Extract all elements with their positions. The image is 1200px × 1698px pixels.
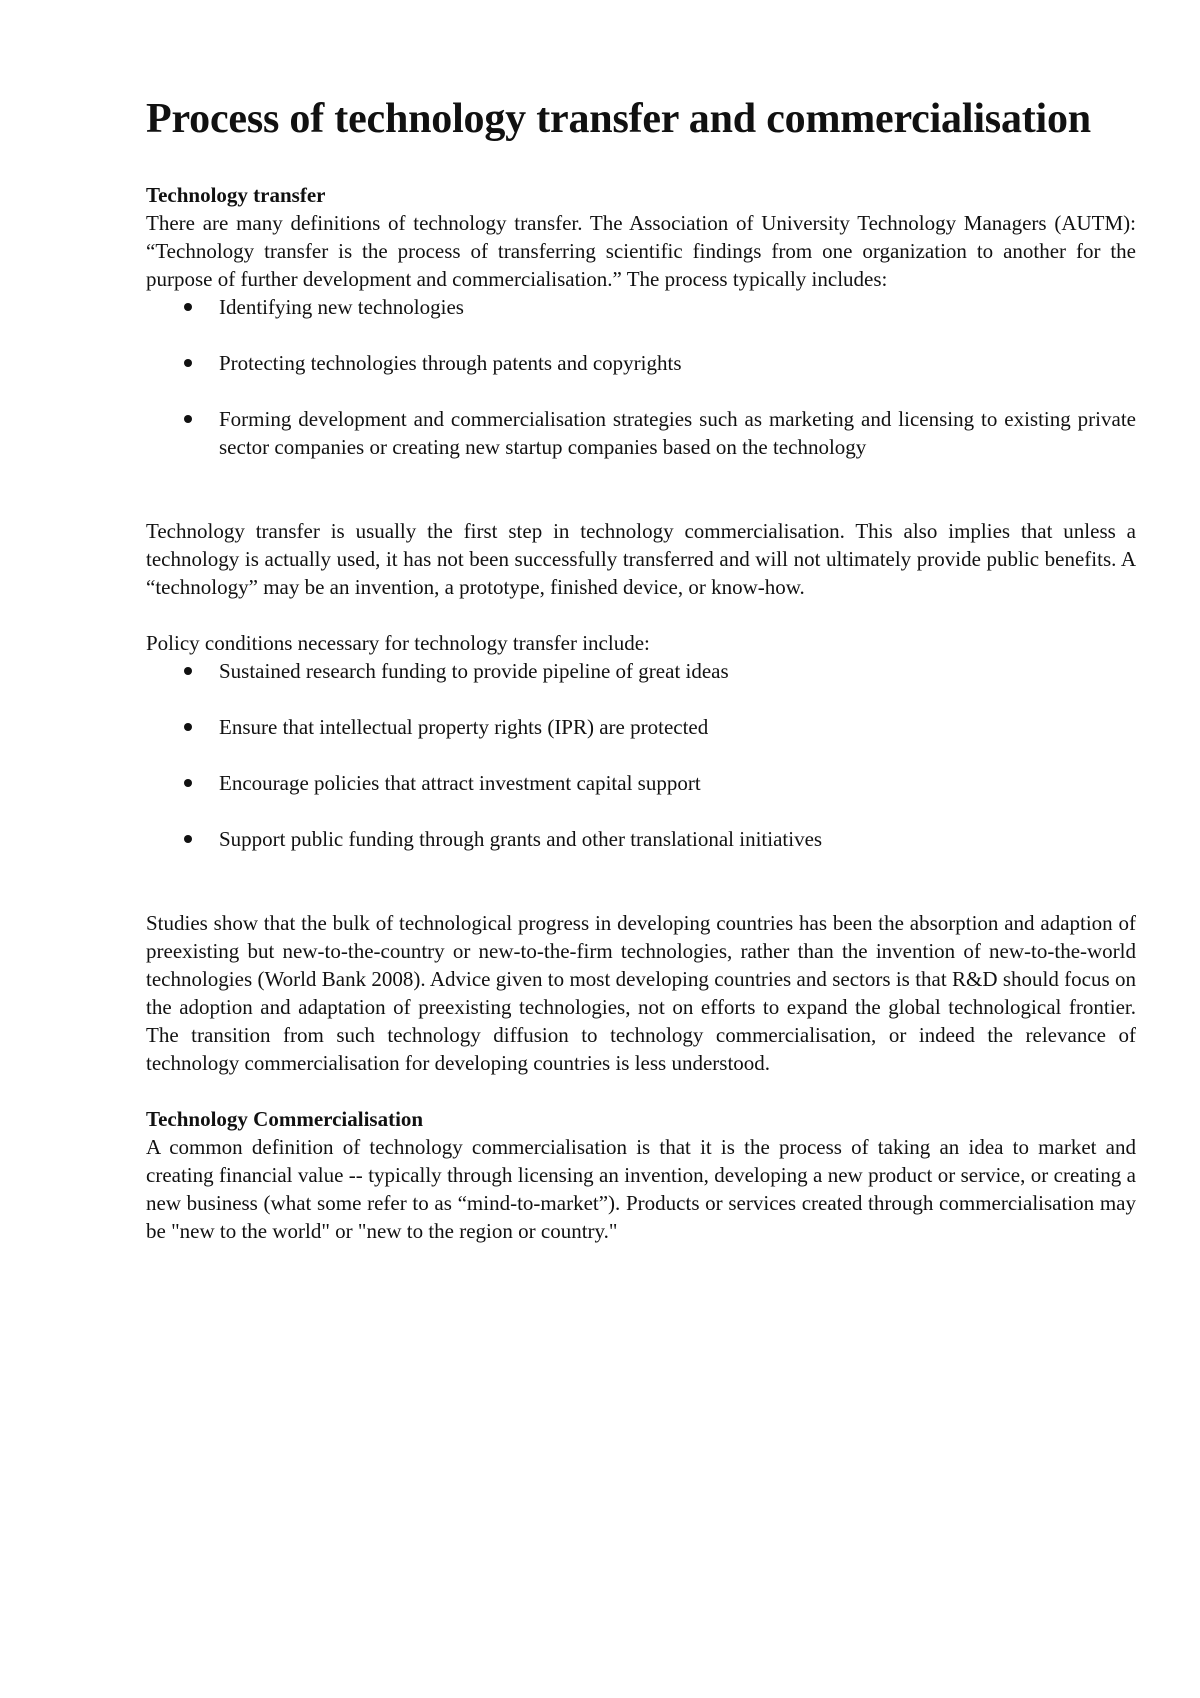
document-page <box>146 92 1136 1245</box>
intro-paragraph: There are many definitions of technology transfer. The Association of University Technology Managers (AUTM): “Technology transfer is the process of transferring scientific findings from one organization to another for the purpose of further development and commercialisation.” The process typically includes: <box>146 211 1136 291</box>
list-item-text: Identifying new technologies <box>219 295 464 319</box>
commercialisation-paragraph: A common definition of technology commercialisation is that it is the process of taking an idea to market and creating financial value -- typically through licensing an invention, developing a new product or service, or creating a new business (what some refer to as “mind-to-market”). Products or services created through commercialisation may be "new to the world" or "new to the region or country." <box>146 1135 1136 1243</box>
list-item <box>146 825 1136 853</box>
list-item-text: Sustained research funding to provide pipeline of great ideas <box>219 659 729 683</box>
bullet-icon <box>184 779 192 787</box>
list-item-text: Protecting technologies through patents and copyrights <box>219 351 682 375</box>
page-title: Process of technology transfer and commercialisation <box>146 96 1091 142</box>
bullet-icon <box>184 835 192 843</box>
bullet-icon <box>184 303 192 311</box>
list-item <box>146 349 1136 377</box>
first-step-paragraph: Technology transfer is usually the first step in technology commercialisation. This also implies that unless a technology is actually used, it has not been successfully transferred and will not ultimately provide public benefits. A “technology” may be an invention, a prototype, finished device, or know-how. <box>146 519 1136 599</box>
policy-conditions-list <box>146 657 1136 853</box>
bullet-icon <box>184 359 192 367</box>
list-item <box>146 713 1136 741</box>
list-item <box>146 657 1136 685</box>
list-item-text: Support public funding through grants and other translational initiatives <box>219 827 823 851</box>
bullet-icon <box>184 723 192 731</box>
list-item <box>146 405 1136 461</box>
bullet-icon <box>184 667 192 675</box>
bullet-icon <box>184 415 192 423</box>
list-item-text: Encourage policies that attract investment capital support <box>219 771 701 795</box>
process-steps-list <box>146 293 1136 461</box>
list-item-text: Ensure that intellectual property rights (IPR) are protected <box>219 715 709 739</box>
studies-paragraph: Studies show that the bulk of technological progress in developing countries has been the absorption and adaption of preexisting but new-to-the-country or new-to-the-firm technologies, rather than the invention of new-to-the-world technologies (World Bank 2008). Advice given to most developing countries and sectors is that R&D should focus on the adoption and adaptation of preexisting technologies, not on efforts to expand the global technological frontier. The transition from such technology diffusion to technology commercialisation, or indeed the relevance of technology commercialisation for developing countries is less understood. <box>146 911 1136 1075</box>
list-item <box>146 293 1136 321</box>
policy-intro-paragraph: Policy conditions necessary for technology transfer include: <box>146 631 650 655</box>
section-heading-technology-transfer: Technology transfer <box>146 183 326 207</box>
list-item <box>146 769 1136 797</box>
section-heading-technology-commercialisation: Technology Commercialisation <box>146 1107 424 1131</box>
list-item-text: Forming development and commercialisation strategies such as marketing and licensing to existing private sector companies or creating new startup companies based on the technology <box>219 407 1136 459</box>
